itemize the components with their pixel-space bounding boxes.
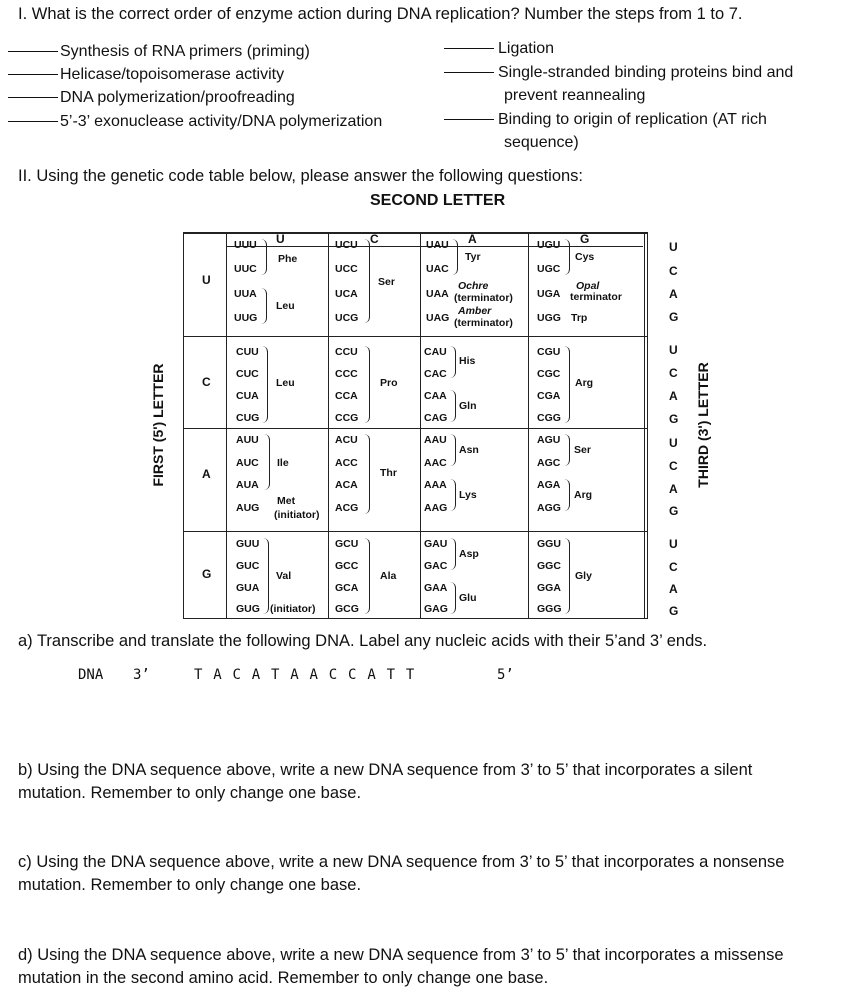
step-origin: Binding to origin of replication (AT rich — [498, 111, 767, 128]
amino-acid: Asp — [459, 548, 479, 560]
codon: CCU — [335, 346, 358, 358]
question-b-cont: mutation. Remember to only change one base. — [18, 784, 362, 802]
codon: GGA — [537, 582, 561, 594]
codon: GAG — [424, 603, 448, 615]
codon: GCC — [335, 560, 359, 572]
codon: GUA — [236, 582, 260, 594]
amino-acid: Trp — [571, 312, 588, 324]
codon: CUU — [236, 346, 259, 358]
codon: CAC — [424, 368, 447, 380]
amino-acid: Ser — [378, 276, 395, 288]
initiator-label: (initiator) — [270, 603, 316, 615]
codon: UCU — [335, 239, 358, 251]
answer-blank[interactable] — [444, 118, 494, 120]
first-letter-label: FIRST (5') LETTER — [150, 363, 166, 487]
third-letter-label: THIRD (3') LETTER — [695, 362, 711, 488]
codon: AAU — [424, 434, 447, 446]
third-letter: U — [669, 537, 678, 551]
codon: GAU — [424, 538, 448, 550]
codon: GCU — [335, 538, 359, 550]
amino-acid: Tyr — [465, 251, 481, 263]
amino-acid: Phe — [278, 253, 298, 265]
terminator-label: terminator — [570, 291, 622, 303]
third-letter: A — [669, 482, 678, 496]
third-letter: U — [669, 436, 678, 450]
amino-acid: Thr — [380, 467, 397, 479]
question-1: I. What is the correct order of enzyme action during DNA replication? Number the steps from 1 to 7. — [18, 5, 743, 23]
codon: GAA — [424, 582, 448, 594]
amino-acid: Met — [277, 495, 296, 507]
codon: UGA — [537, 288, 561, 300]
codon: CGU — [537, 346, 561, 358]
codon: CAU — [424, 346, 447, 358]
third-letter: G — [669, 604, 679, 618]
amino-acid: Arg — [575, 377, 594, 389]
row-header-u: U — [202, 273, 211, 287]
dna-label: DNA — [78, 667, 104, 683]
codon: CUC — [236, 368, 259, 380]
amino-acid: Leu — [276, 300, 295, 312]
terminator-label: (terminator) — [454, 292, 513, 304]
codon: UUU — [234, 239, 257, 251]
step-ssb-cont: prevent reannealing — [504, 87, 646, 104]
codon: AAA — [424, 479, 447, 491]
row-header-a: A — [202, 467, 211, 481]
codon: CAG — [424, 412, 448, 424]
step-origin-cont: sequence) — [504, 134, 579, 151]
codon: CGG — [537, 412, 561, 424]
codon: ACG — [335, 502, 359, 514]
question-c-cont: mutation. Remember to only change one base. — [18, 876, 362, 894]
codon: UCG — [335, 312, 359, 324]
amino-acid: Asn — [459, 444, 479, 456]
codon: ACC — [335, 457, 358, 469]
codon: GAC — [424, 560, 448, 572]
third-letter: C — [669, 366, 678, 380]
codon: AUC — [236, 457, 259, 469]
codon: AAC — [424, 457, 447, 469]
row-header-g: G — [202, 567, 212, 581]
codon: CAA — [424, 390, 447, 402]
question-d-cont: mutation in the second amino acid. Remember to only change one base. — [18, 969, 549, 987]
col-header-c: C — [370, 232, 379, 246]
third-letter: G — [669, 504, 679, 518]
step-ssb: Single-stranded binding proteins bind and — [498, 64, 794, 81]
question-c: c) Using the DNA sequence above, write a new DNA sequence from 3’ to 5’ that incorporates a nonsense — [18, 853, 785, 871]
answer-blank[interactable] — [8, 120, 58, 122]
codon: UUC — [234, 263, 257, 275]
codon: UGC — [537, 263, 561, 275]
dna-3prime: 3’ — [133, 667, 150, 683]
step-ligation: Ligation — [498, 40, 555, 57]
codon: UUA — [234, 288, 257, 300]
codon: CUA — [236, 390, 259, 402]
codon: GGU — [537, 538, 561, 550]
step-helicase: Helicase/topoisomerase activity — [60, 66, 285, 83]
step-exonuclease: 5’-3’ exonuclease activity/DNA polymerization — [60, 113, 383, 130]
codon: AGC — [537, 457, 561, 469]
codon: GCG — [335, 603, 359, 615]
codon: UAU — [426, 239, 449, 251]
amino-acid: Ile — [277, 457, 289, 469]
codon: UUG — [234, 312, 258, 324]
codon: UCA — [335, 288, 358, 300]
codon: GGC — [537, 560, 561, 572]
codon: AUA — [236, 479, 259, 491]
codon: AUU — [236, 434, 259, 446]
step-priming: Synthesis of RNA primers (priming) — [60, 43, 310, 60]
genetic-code-table — [183, 232, 648, 619]
col-header-a: A — [468, 232, 477, 246]
codon: GUU — [236, 538, 260, 550]
codon: UAC — [426, 263, 449, 275]
initiator-label: (initiator) — [274, 509, 320, 521]
codon: AGU — [537, 434, 561, 446]
codon: CCG — [335, 412, 359, 424]
answer-blank[interactable] — [8, 96, 58, 98]
dna-5prime: 5’ — [497, 667, 514, 683]
codon: CCC — [335, 368, 358, 380]
amino-acid: Ala — [380, 570, 397, 582]
answer-blank[interactable] — [444, 47, 494, 49]
third-letter: G — [669, 310, 679, 324]
third-letter: A — [669, 582, 678, 596]
codon: ACA — [335, 479, 358, 491]
codon: UGU — [537, 239, 561, 251]
codon: ACU — [335, 434, 358, 446]
second-letter-title: SECOND LETTER — [370, 192, 506, 209]
answer-blank[interactable] — [8, 73, 58, 75]
third-letter: U — [669, 343, 678, 357]
amber-label: Amber — [458, 305, 492, 317]
codon: GUG — [236, 603, 260, 615]
row-header-c: C — [202, 375, 211, 389]
third-letter: C — [669, 459, 678, 473]
amino-acid: Arg — [574, 489, 593, 501]
third-letter: C — [669, 264, 678, 278]
codon: CCA — [335, 390, 358, 402]
third-letter: U — [669, 240, 678, 254]
terminator-label: (terminator) — [454, 317, 513, 329]
codon: AAG — [424, 502, 448, 514]
amino-acid: Cys — [575, 251, 595, 263]
question-2: II. Using the genetic code table below, please answer the following questions: — [18, 167, 584, 185]
third-letter: A — [669, 389, 678, 403]
amino-acid: Gly — [575, 570, 592, 582]
codon: AGA — [537, 479, 561, 491]
codon: GCA — [335, 582, 359, 594]
codon: GUC — [236, 560, 260, 572]
answer-blank[interactable] — [444, 71, 494, 73]
codon: UAG — [426, 312, 450, 324]
ochre-label: Ochre — [458, 280, 489, 292]
question-d: d) Using the DNA sequence above, write a new DNA sequence from 3’ to 5’ that incorporates a missense — [18, 946, 784, 964]
codon: UGG — [537, 312, 561, 324]
step-polymerization: DNA polymerization/proofreading — [60, 89, 295, 106]
codon: UCC — [335, 263, 358, 275]
amino-acid: Gln — [459, 400, 477, 412]
amino-acid: Leu — [276, 377, 295, 389]
col-header-g: G — [580, 232, 590, 246]
codon: CGC — [537, 368, 561, 380]
question-b: b) Using the DNA sequence above, write a new DNA sequence from 3’ to 5’ that incorporates a silent — [18, 761, 753, 779]
third-letter: A — [669, 287, 678, 301]
amino-acid: Val — [276, 570, 292, 582]
amino-acid: Ser — [574, 444, 591, 456]
third-letter: G — [669, 412, 679, 426]
amino-acid: Pro — [380, 377, 398, 389]
codon: CUG — [236, 412, 260, 424]
codon: AGG — [537, 502, 561, 514]
question-a: a) Transcribe and translate the following DNA. Label any nucleic acids with their 5’and 3’ ends. — [18, 632, 708, 650]
third-letter: C — [669, 560, 678, 574]
codon: UAA — [426, 288, 449, 300]
col-header-u: U — [276, 232, 285, 246]
codon: AUG — [236, 502, 260, 514]
amino-acid: Lys — [459, 489, 477, 501]
amino-acid: Glu — [459, 592, 477, 604]
codon: CGA — [537, 390, 561, 402]
amino-acid: His — [459, 355, 476, 367]
answer-blank[interactable] — [8, 50, 58, 52]
dna-sequence: T A C A T A A C C A T T — [194, 667, 416, 683]
opal-label: Opal — [576, 280, 600, 292]
codon: GGG — [537, 603, 562, 615]
